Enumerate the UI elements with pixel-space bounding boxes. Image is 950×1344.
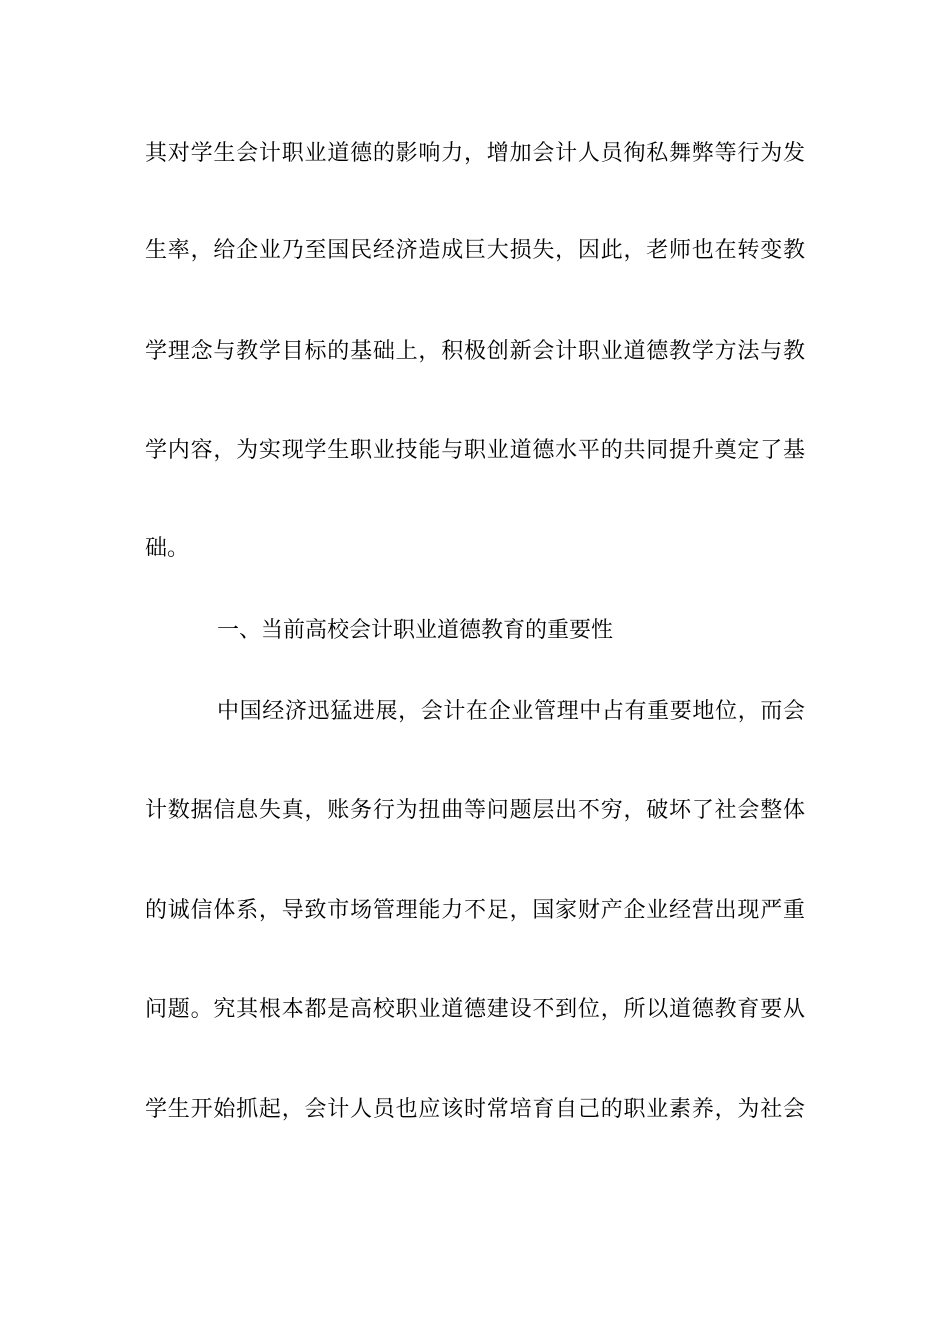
paragraph-line: 的诚信体系，导致市场管理能力不足，国家财产企业经营出现严重	[145, 898, 805, 923]
paragraph-line: 其对学生会计职业道德的影响力，增加会计人员徇私舞弊等行为发	[145, 141, 805, 166]
paragraph-line: 问题。究其根本都是高校职业道德建设不到位，所以道德教育要从	[145, 997, 805, 1022]
paragraph-line: 础。	[145, 536, 190, 561]
paragraph-line: 计数据信息失真，账务行为扭曲等问题层出不穷，破坏了社会整体	[145, 798, 805, 823]
paragraph-line: 中国经济迅猛进展，会计在企业管理中占有重要地位，而会	[217, 699, 805, 724]
paragraph-line: 学生开始抓起，会计人员也应该时常培育自己的职业素养，为社会	[145, 1097, 805, 1122]
paragraph-line: 生率，给企业乃至国民经济造成巨大损失，因此，老师也在转变教	[145, 238, 805, 263]
paragraph-line: 学内容，为实现学生职业技能与职业道德水平的共同提升奠定了基	[145, 438, 805, 463]
section-heading: 一、当前高校会计职业道德教育的重要性	[217, 618, 614, 643]
paragraph-line: 学理念与教学目标的基础上，积极创新会计职业道德教学方法与教	[145, 339, 805, 364]
